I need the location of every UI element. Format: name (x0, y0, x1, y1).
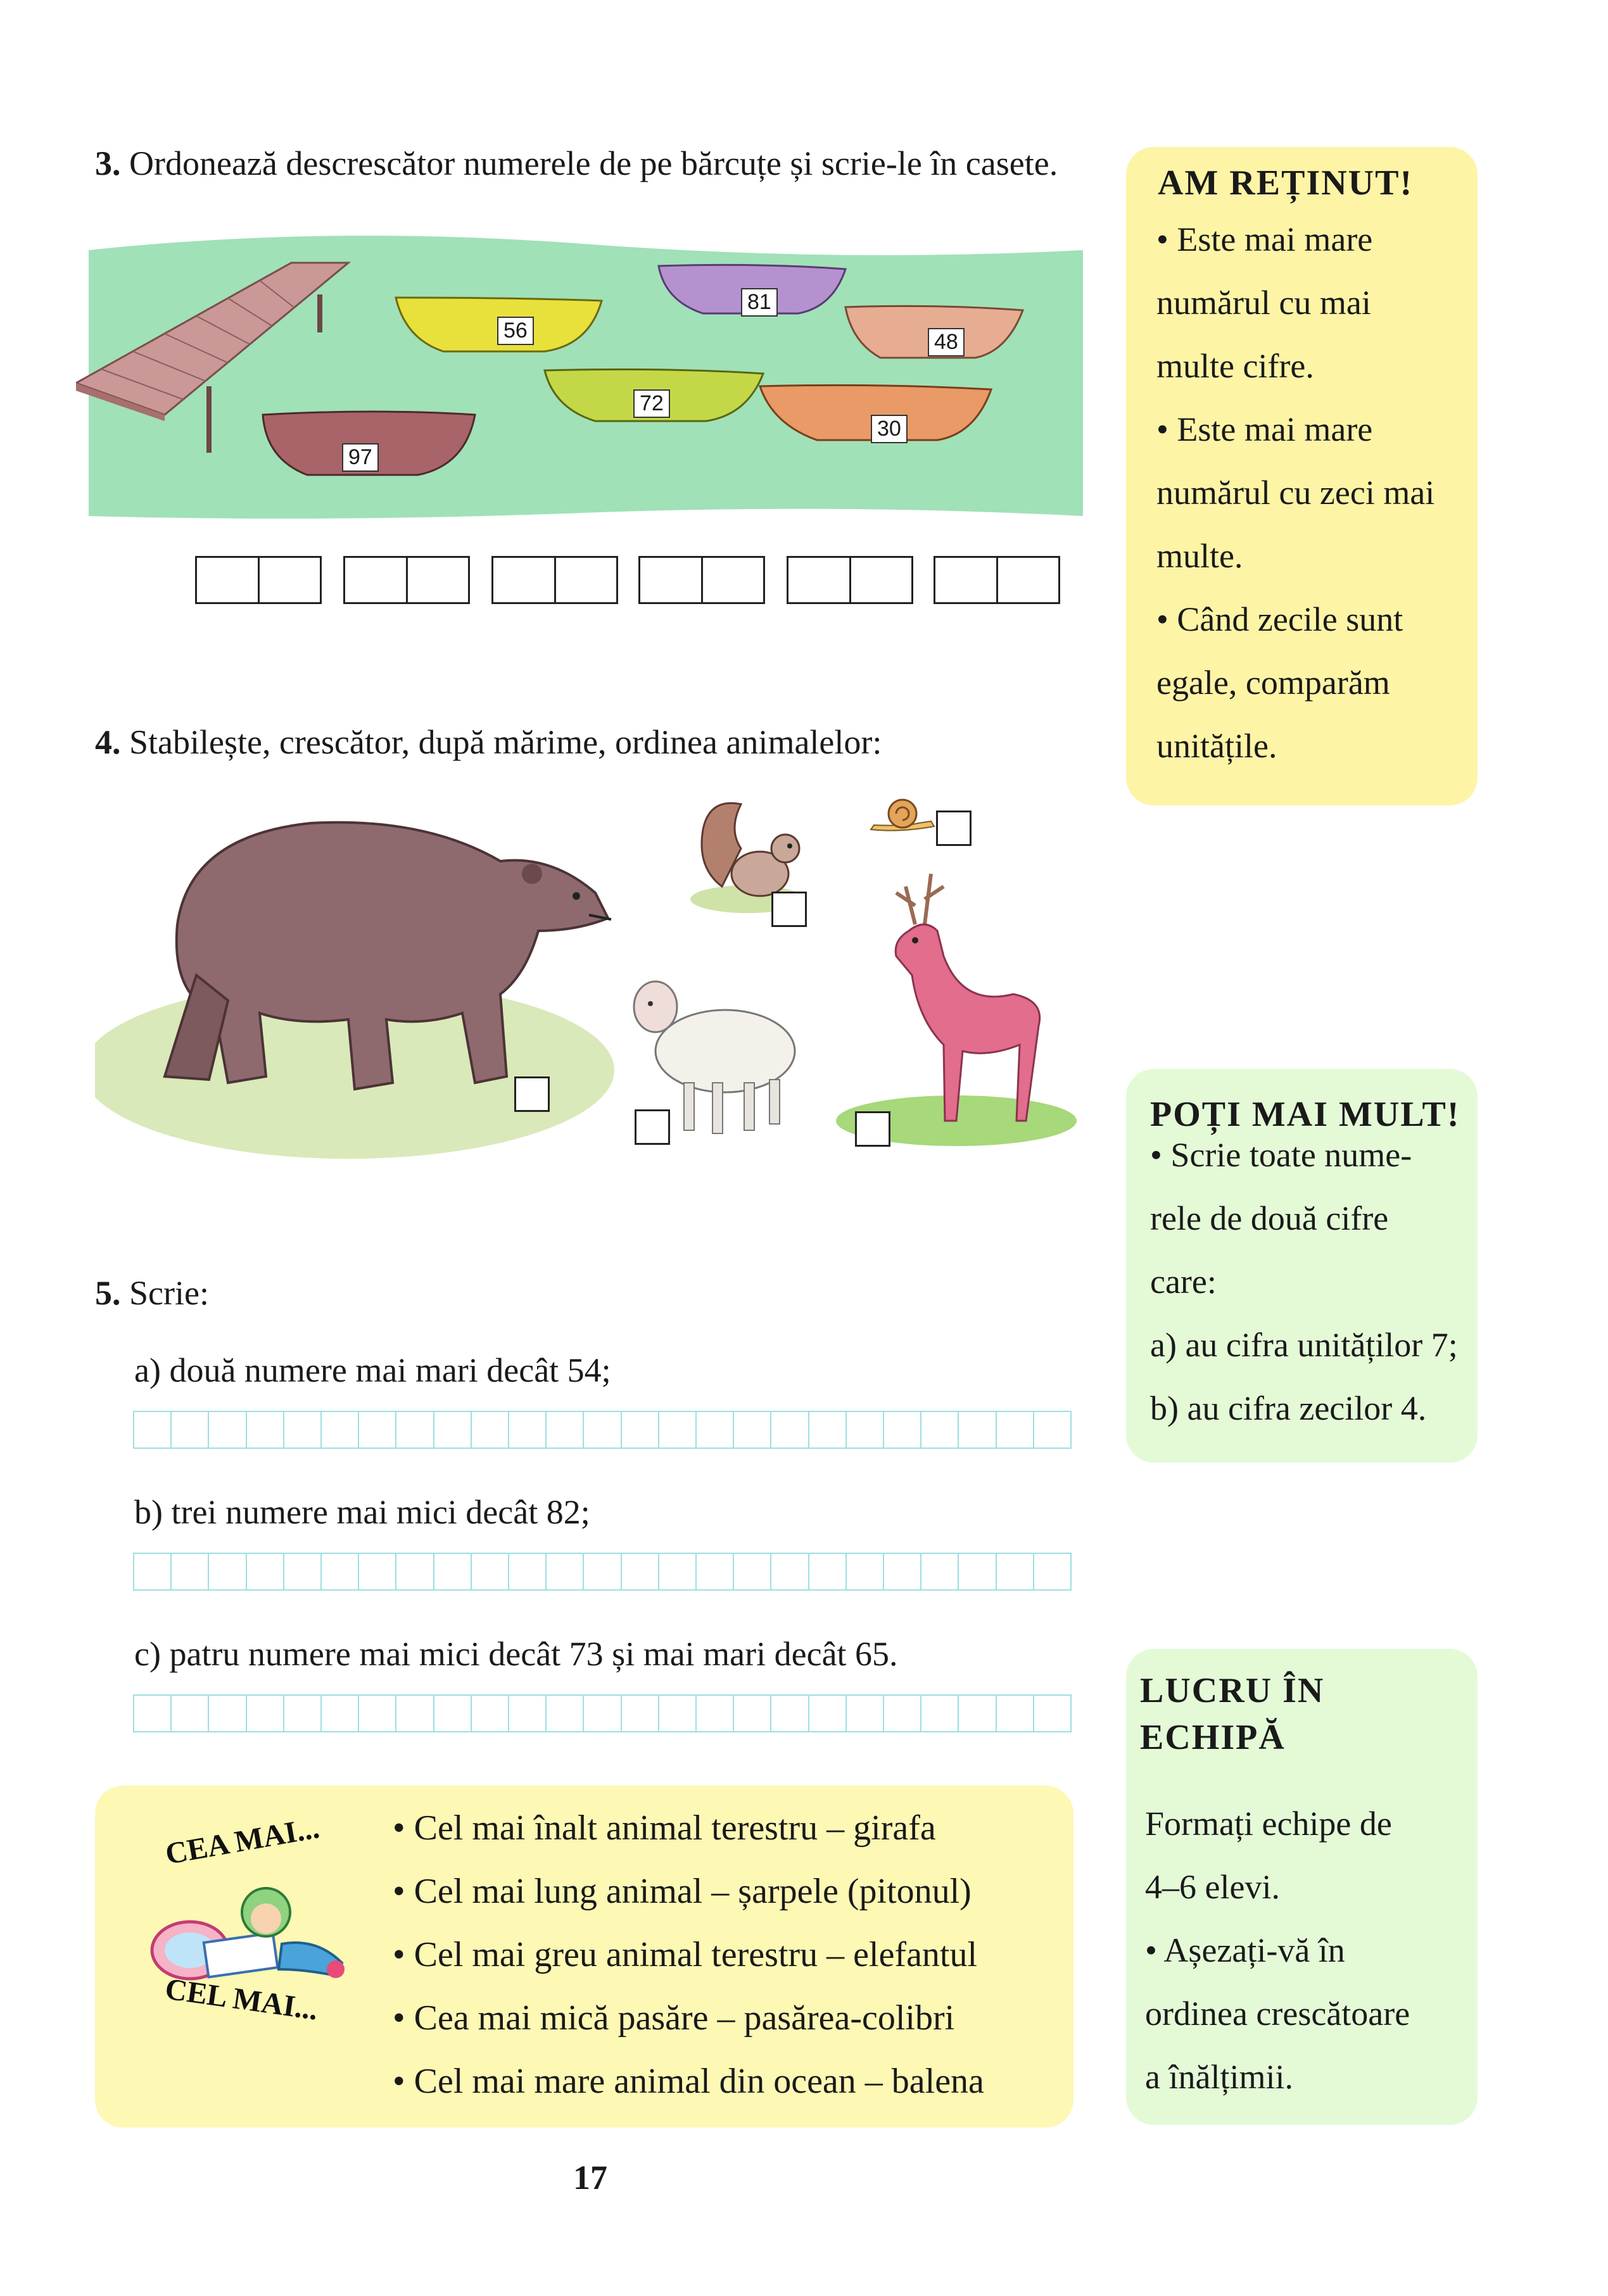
am-retinut-line-6: multe. (1156, 537, 1243, 575)
poti-mai-mult-line-4: a) au cifra unităților 7; (1150, 1326, 1458, 1364)
am-retinut-title: AM REȚINUT! (1158, 163, 1414, 203)
am-retinut-line-8: egale, comparăm (1156, 664, 1390, 702)
boats-illustration (76, 225, 1089, 522)
am-retinut-line-1: • Este mai mare (1156, 220, 1373, 258)
fact-4: • Cea mai mică pasăre – pasărea-colibri (393, 1998, 955, 2038)
fact-2: • Cel mai lung animal – șarpele (pitonul) (393, 1872, 972, 1911)
answer-box-5[interactable] (787, 556, 913, 604)
exercise3-heading (95, 143, 1058, 184)
lucru-echipa-line-5: a înălțimii. (1145, 2058, 1293, 2096)
answer-box-6[interactable] (934, 556, 1060, 604)
am-retinut-line-5: numărul cu zeci mai (1156, 474, 1435, 512)
poti-mai-mult-panel (1126, 1069, 1478, 1463)
rank-box-squirrel[interactable] (771, 892, 807, 927)
deer-illustration (836, 867, 1077, 1146)
rank-box-bear[interactable] (514, 1076, 550, 1112)
writing-grid-b[interactable] (134, 1553, 1072, 1591)
exercise3-number: 3. (95, 144, 121, 182)
answer-box-3[interactable] (491, 556, 618, 604)
lucru-echipa-line-3: • Așezați-vă în (1145, 1931, 1345, 1969)
answer-box-2[interactable] (343, 556, 470, 604)
fact-5: • Cel mai mare animal din ocean – balena (393, 2062, 984, 2101)
lucru-echipa-title-1: LUCRU ÎN (1140, 1671, 1325, 1710)
writing-grid-c[interactable] (134, 1694, 1072, 1732)
lucru-echipa-line-4: ordinea crescătoare (1145, 1995, 1410, 2033)
exercise5-c: c) patru numere mai mici decât 73 și mai mari decât 65. (134, 1635, 898, 1673)
boat-label-97: 97 (342, 443, 379, 472)
poti-mai-mult-line-1: • Scrie toate nume- (1150, 1136, 1412, 1174)
cea-mai-label: CEA MAI... (163, 1811, 322, 1871)
poti-mai-mult-line-5: b) au cifra zecilor 4. (1150, 1389, 1427, 1427)
am-retinut-line-2: numărul cu mai (1156, 284, 1371, 322)
boat-label-72: 72 (633, 389, 670, 418)
rank-box-deer[interactable] (855, 1111, 890, 1147)
exercise4-text: Stabilește, crescător, după mărime, ordinea animalelor: (129, 723, 882, 761)
boat-label-56: 56 (497, 317, 534, 345)
boat-label-30: 30 (871, 415, 908, 443)
lucru-echipa-title-2: ECHIPĂ (1140, 1718, 1286, 1757)
am-retinut-line-4: • Este mai mare (1156, 410, 1373, 448)
exercise3-text: Ordonează descrescător numerele de pe bărcuțe și scrie-le în casete. (129, 144, 1058, 182)
lucru-echipa-line-2: 4–6 elevi. (1145, 1868, 1280, 1906)
lucru-echipa-panel (1126, 1649, 1478, 2125)
fact-1: • Cel mai înalt animal terestru – girafa (393, 1808, 936, 1848)
boat-label-81: 81 (741, 288, 778, 317)
rank-box-sheep[interactable] (635, 1109, 670, 1145)
rank-box-snail[interactable] (936, 811, 972, 846)
answer-box-1[interactable] (195, 556, 322, 604)
fact-3: • Cel mai greu animal terestru – elefantul (393, 1935, 978, 1974)
am-retinut-line-3: multe cifre. (1156, 347, 1314, 385)
am-retinut-panel (1126, 147, 1478, 805)
exercise4-heading (95, 722, 882, 763)
exercise5-b: b) trei numere mai mici decât 82; (134, 1493, 590, 1531)
poti-mai-mult-title: POȚI MAI MULT! (1150, 1095, 1460, 1134)
exercise4-number: 4. (95, 723, 121, 761)
writing-grid-a[interactable] (134, 1411, 1072, 1449)
exercise5-heading (95, 1273, 209, 1314)
poti-mai-mult-line-3: care: (1150, 1263, 1217, 1301)
exercise5-number: 5. (95, 1274, 121, 1312)
cel-mai-label: CEL MAI... (163, 1972, 320, 2027)
exercise5-title: Scrie: (129, 1274, 209, 1312)
facts-box (95, 1786, 1073, 2128)
exercise5-a: a) două numere mai mari decât 54; (134, 1351, 611, 1389)
lucru-echipa-line-1: Formați echipe de (1145, 1805, 1392, 1843)
snail-illustration (868, 795, 937, 839)
am-retinut-line-9: unitățile. (1156, 727, 1277, 765)
answer-box-4[interactable] (638, 556, 765, 604)
poti-mai-mult-line-2: rele de două cifre (1150, 1199, 1389, 1237)
page-number: 17 (573, 2159, 607, 2197)
am-retinut-line-7: • Când zecile sunt (1156, 600, 1403, 638)
boat-label-48: 48 (928, 328, 965, 356)
